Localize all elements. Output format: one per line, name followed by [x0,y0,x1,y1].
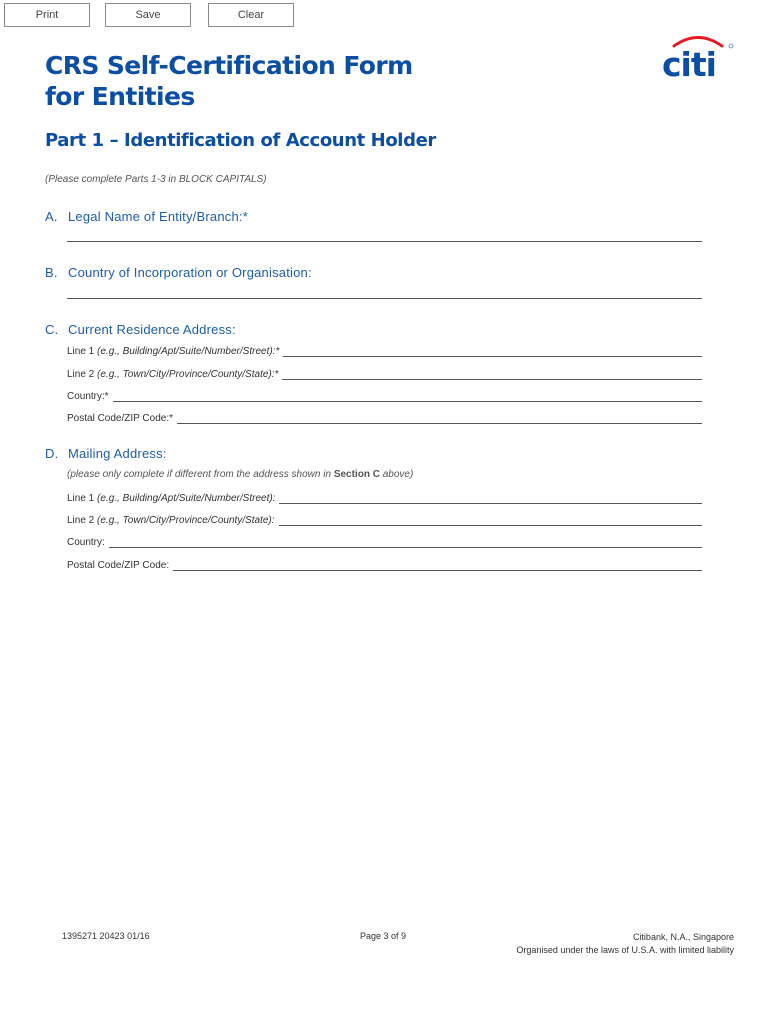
residence-country-field[interactable] [113,391,702,402]
part-1-title: Part 1 – Identification of Account Holder [45,130,436,151]
mailing-line1-row [67,490,702,504]
mailing-line2-field[interactable] [279,515,702,526]
form-title-line2: for Entities [45,82,195,111]
section-c-label: Current Residence Address: [68,322,236,337]
section-c-letter: C. [45,322,59,337]
mailing-address-note: (please only complete if different from the address shown in Section C above) [67,469,414,480]
residence-line1-label: Line 1 (e.g., Building/Apt/Suite/Number/Street):* [67,346,280,357]
country-of-incorporation-field[interactable] [67,298,702,299]
residence-line1-row [67,343,702,357]
residence-line2-label: Line 2 (e.g., Town/City/Province/County/State):* [67,369,279,380]
instruction-note: (Please complete Parts 1-3 in BLOCK CAPITALS) [45,174,267,185]
form-title [45,50,465,112]
clear-button[interactable]: Clear [208,3,294,27]
mailing-line1-label: Line 1 (e.g., Building/Apt/Suite/Number/Street): [67,493,276,504]
footer-entity: Citibank, N.A., Singapore [632,932,734,942]
form-title-line1: CRS Self-Certification Form [45,51,413,80]
mailing-line2-row [67,512,702,526]
section-a-label: Legal Name of Entity/Branch:* [68,209,248,224]
footer-page-number: Page 3 of 9 [360,931,407,941]
print-button[interactable]: Print [4,3,90,27]
section-c-heading [45,322,236,337]
section-d-letter: D. [45,446,59,461]
mailing-postal-row [67,557,702,571]
section-b-label: Country of Incorporation or Organisation: [68,265,312,280]
residence-line1-field[interactable] [283,346,702,357]
residence-line2-row [67,366,702,380]
section-d-label: Mailing Address: [68,446,167,461]
section-b-letter: B. [45,265,58,280]
mailing-country-field[interactable] [109,537,702,548]
footer-form-code: 1395271 20423 01/16 [62,931,150,941]
section-a-letter: A. [45,209,58,224]
residence-postal-label: Postal Code/ZIP Code:* [67,413,173,424]
section-b-heading [45,265,312,280]
mailing-postal-label: Postal Code/ZIP Code: [67,560,170,571]
mailing-line2-label: Line 2 (e.g., Town/City/Province/County/State): [67,515,275,526]
citi-logo [660,33,736,81]
legal-name-field[interactable] [67,241,702,242]
citi-logo-text: citi [662,45,716,81]
section-a-heading [45,209,248,224]
residence-postal-row [67,410,702,424]
mailing-line1-field[interactable] [279,493,702,504]
mailing-postal-field[interactable] [173,560,702,571]
save-button[interactable]: Save [105,3,191,27]
residence-country-label: Country:* [67,391,109,402]
residence-postal-field[interactable] [177,413,702,424]
mailing-country-label: Country: [67,537,105,548]
residence-country-row [67,388,702,402]
mailing-country-row [67,534,702,548]
footer-legal: Organised under the laws of U.S.A. with limited liability [516,945,734,955]
residence-line2-field[interactable] [282,369,702,380]
section-d-heading [45,446,167,461]
